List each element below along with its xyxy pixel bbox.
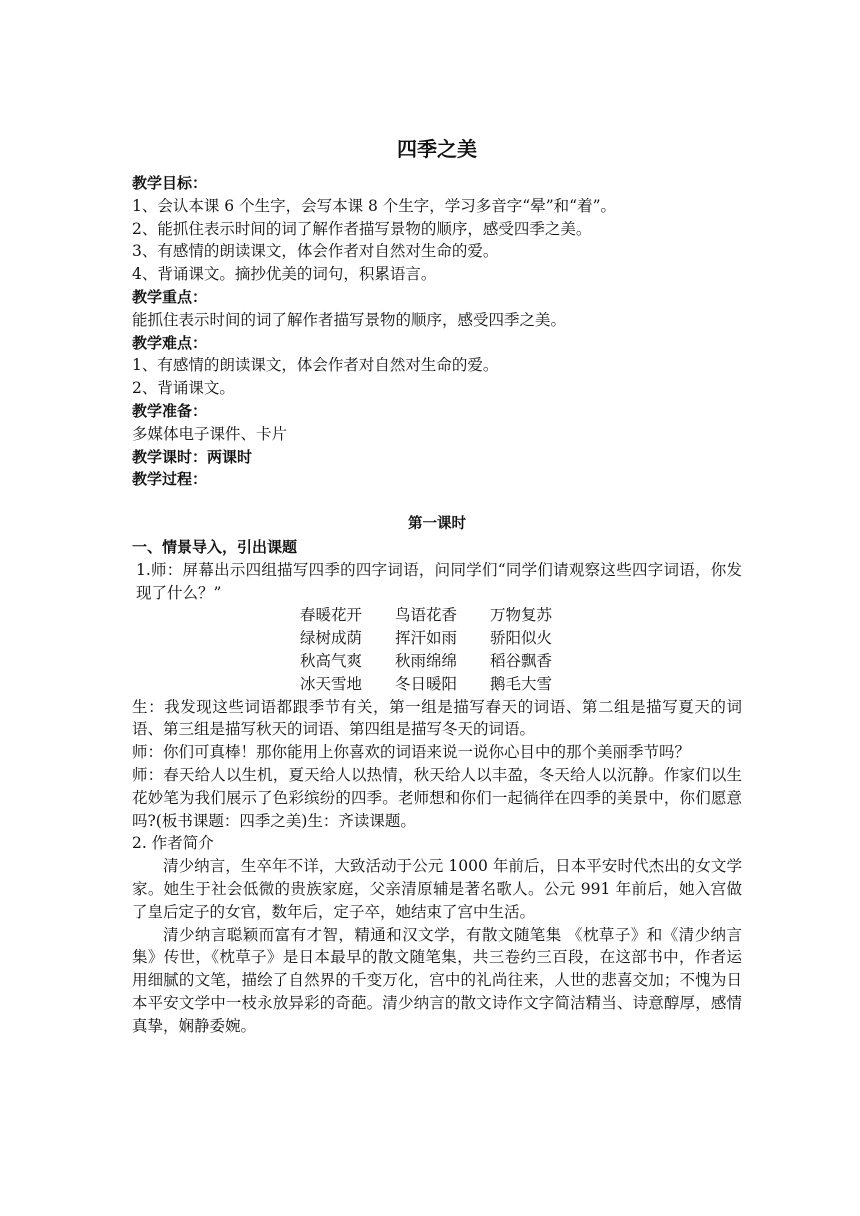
- key-points-heading: 教学重点：: [132, 287, 208, 306]
- lesson-one-heading: 第一课时: [408, 516, 466, 533]
- teacher-praise: 师：你们可真棒！那你能用上你喜欢的词语来说一说你心目中的那个美丽季节吗？: [132, 743, 691, 762]
- word-item: 绿树成荫: [300, 629, 363, 648]
- objective-item: 3、有感情的朗读课文，体会作者对自然对生命的爱。: [132, 242, 499, 261]
- word-row: [300, 627, 742, 650]
- section-one-heading: 一、情景导入，引出课题: [132, 537, 298, 556]
- document-page: [132, 132, 742, 1037]
- word-item: 冰天雪地: [300, 674, 363, 693]
- word-item: 鹅毛大雪: [490, 674, 553, 693]
- word-item: 鸟语花香: [395, 606, 458, 625]
- key-point-item: 能抓住表示时间的词了解作者描写景物的顺序，感受四季之美。: [132, 310, 567, 329]
- word-item: 春暖花开: [300, 606, 363, 625]
- student-answer: 生：我发现这些词语都跟季节有关，第一组是描写春天的词语、第二组是描写夏天的词语、第三组是描写秋天的词语、第四组是描写冬天的词语。: [132, 697, 742, 739]
- preparation-heading: 教学准备：: [132, 401, 208, 420]
- author-paragraph: 清少纳言，生卒年不详，大致活动于公元 1000 年前后，日本平安时代杰出的女文学家。她生于社会低微的贵族家庭，父亲清原辅是著名歌人。公元 991 年前后，她入宫做了皇后定子的女官，数年后，定子卒，她结束了宫中生活。: [132, 857, 742, 921]
- teacher-prompt: 1.师：屏幕出示四组描写四季的四字词语，问同学们“同学们请观察这些四字词语，你发现了什么？”: [136, 560, 742, 602]
- word-item: 挥汗如雨: [395, 629, 458, 648]
- word-item: 骄阳似火: [490, 629, 553, 648]
- word-item: 万物复苏: [490, 606, 553, 625]
- objectives-heading: 教学目标：: [132, 174, 208, 192]
- word-row: [300, 604, 742, 627]
- objective-item: 4、背诵课文。摘抄优美的词句，积累语言。: [132, 265, 437, 284]
- word-item: 秋雨绵绵: [395, 651, 458, 670]
- difficulties-heading: 教学难点：: [132, 333, 208, 352]
- word-row: [300, 650, 742, 673]
- word-group-grid: [132, 604, 742, 695]
- word-item: 冬日暖阳: [395, 674, 458, 693]
- difficulty-item: 1、有感情的朗读课文，体会作者对自然对生命的爱。: [132, 356, 499, 375]
- author-heading: 2. 作者简介: [132, 834, 214, 853]
- objective-item: 2、能抓住表示时间的词了解作者描写景物的顺序，感受四季之美。: [132, 219, 592, 238]
- document-title: 四季之美: [397, 137, 477, 161]
- word-item: 秋高气爽: [300, 651, 363, 670]
- preparation-item: 多媒体电子课件、卡片: [132, 424, 288, 443]
- teacher-intro: 师：春天给人以生机，夏天给人以热情，秋天给人以丰盈，冬天给人以沉静。作家们以生花妙笔为我们展示了色彩缤纷的四季。老师想和你们一起徜徉在四季的美景中，你们愿意吗?(板书课题：四季之美)生：齐读课题。: [132, 765, 742, 830]
- teaching-hours: 教学课时：两课时: [132, 447, 253, 466]
- process-heading: 教学过程：: [132, 470, 208, 489]
- word-row: [300, 673, 742, 696]
- author-paragraph: 清少纳言聪颖而富有才智，精通和汉文学，有散文随笔集 《枕草子》和《清少纳言集》传世，《枕草子》是日本最早的散文随笔集，共三卷约三百段，在这部书中，作者运用细腻的文笔，描绘了自然界的千变万化，宫中的礼尚往来，人世的悲喜交加；不愧为日本平安文学中一枝永放异彩的奇葩。清少纳言的散文诗作文字简洁精当、诗意醇厚，感情真挚，娴静委婉。: [132, 925, 742, 1035]
- word-item: 稻谷飘香: [490, 651, 553, 670]
- difficulty-item: 2、背诵课文。: [132, 379, 235, 398]
- objective-item: 1、会认本课 6 个生字，会写本课 8 个生字，学习多音字“晕”和“着”。: [132, 196, 616, 215]
